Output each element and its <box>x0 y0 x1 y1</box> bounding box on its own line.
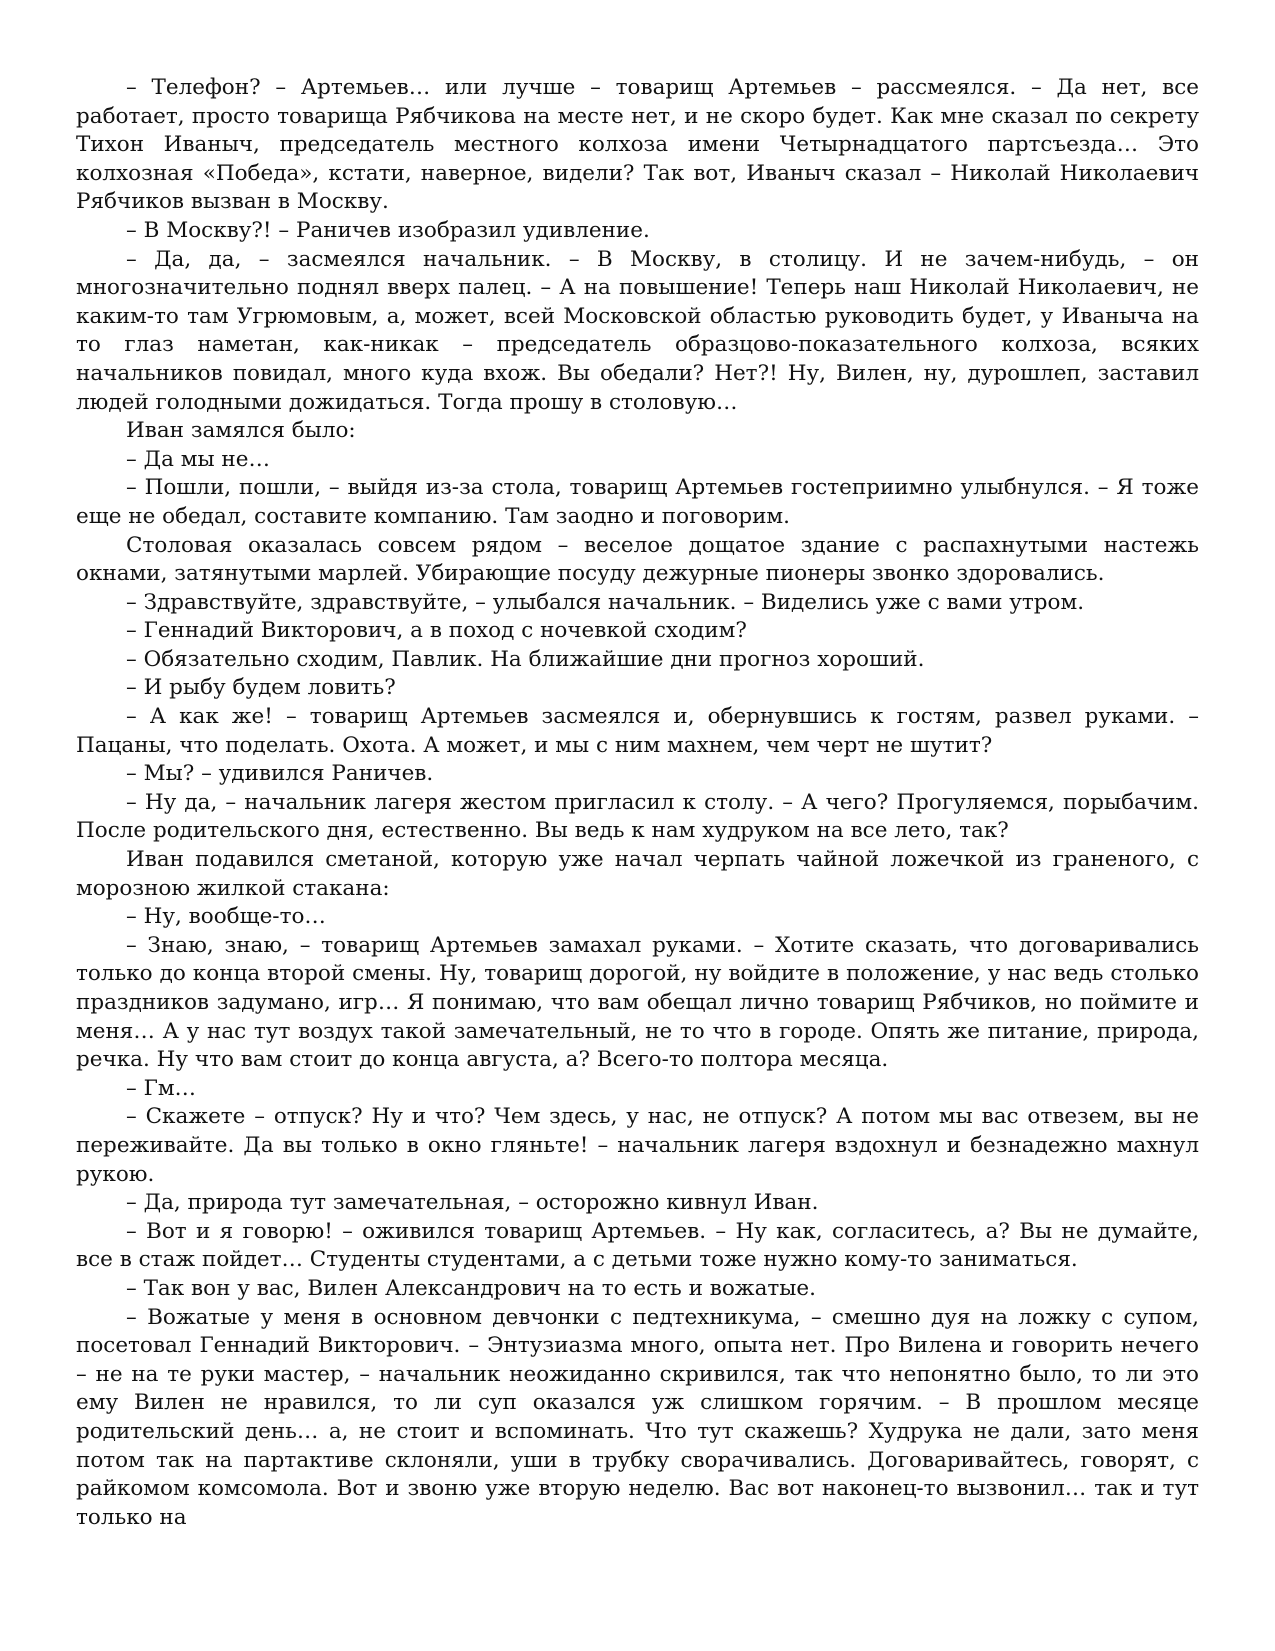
paragraph: – Да, природа тут замечательная, – осторожно кивнул Иван. <box>126 1190 819 1216</box>
paragraph: – Гм… <box>126 1075 197 1101</box>
paragraph: – Мы? – удивился Раничев. <box>126 761 434 787</box>
paragraph: – Знаю, знаю, – товарищ Артемьев замахал руками. – Хотите сказать, что договаривались только до конца второй смены. Ну, товарищ дорогой, ну войдите в положение, у нас ведь столько праздников задумано, игр… Я понимаю, что вам обещал лично товарищ Рябчиков, но поймите и меня… А у нас тут воздух такой замечательный, не то что в городе. Опять же питание, природа, речка. Ну что вам стоит до конца августа, а? Всего-то полтора месяца. <box>76 932 1199 1073</box>
paragraph: – А как же! – товарищ Артемьев засмеялся и, обернувшись к гостям, развел руками. – Пацаны, что поделать. Охота. А может, и мы с ним махнем, чем черт не шутит? <box>76 704 1199 758</box>
paragraph: – Скажете – отпуск? Ну и что? Чем здесь, у нас, не отпуск? А потом мы вас отвезем, вы не переживайте. Да вы только в окно гляньте! – начальник лагеря вздохнул и безнадежно махнул рукою. <box>76 1104 1199 1187</box>
paragraph: – Так вон у вас, Вилен Александрович на то есть и вожатые. <box>126 1275 816 1301</box>
paragraph: – Обязательно сходим, Павлик. На ближайшие дни прогноз хороший. <box>126 646 925 672</box>
paragraph: Иван подавился сметаной, которую уже начал черпать чайной ложечкой из граненого, с морозною жилкой стакана: <box>76 847 1199 901</box>
paragraph: – Вот и я говорю! – оживился товарищ Артемьев. – Ну как, согласитесь, а? Вы не думайте, все в стаж пойдет… Студенты студентами, а с детьми тоже нужно кому-то заниматься. <box>76 1218 1199 1273</box>
paragraph: Иван замялся было: <box>126 418 356 444</box>
book-page-text <box>76 74 1199 1532</box>
paragraph: – Геннадий Викторович, а в поход с ночевкой сходим? <box>126 618 747 644</box>
paragraph: – Да мы не… <box>126 446 270 472</box>
paragraph: – Здравствуйте, здравствуйте, – улыбался начальник. – Виделись уже с вами утром. <box>126 589 1085 615</box>
paragraph: – Телефон? – Артемьев… или лучше – товарищ Артемьев – рассмеялся. – Да нет, все работает, просто товарища Рябчикова на месте нет, и не скоро будет. Как мне сказал по секрету Тихон Иваныч, председатель местного колхоза имени Четырнадцатого партсъезда… Это колхозная «Победа», кстати, наверное, видели? Так вот, Иваныч сказал – Николай Николаевич Рябчиков вызван в Москву. <box>76 75 1199 215</box>
paragraph: Столовая оказалась совсем рядом – веселое дощатое здание с распахнутыми настежь окнами, затянутыми марлей. Убирающие посуду дежурные пионеры звонко здоровались. <box>76 532 1199 587</box>
paragraph: – И рыбу будем ловить? <box>126 675 396 701</box>
paragraph: – Пошли, пошли, – выйдя из-за стола, товарищ Артемьев гостеприимно улыбнулся. – Я тоже еще не обедал, составите компанию. Там заодно и поговорим. <box>76 475 1199 529</box>
paragraph: – Ну, вообще-то… <box>126 904 326 930</box>
paragraph: – Вожатые у меня в основном девчонки с педтехникума, – смешно дуя на ложку с супом, посетовал Геннадий Викторович. – Энтузиазма много, опыта нет. Про Вилена и говорить нечего – не на те руки мастер, – начальник неожиданно скривился, так что непонятно было, то ли это ему Вилен не нравился, то ли суп оказался уж слишком горячим. – В прошлом месяце родительский день… а, не стоит и вспоминать. Что тут скажешь? Худрука не дали, зато меня потом так на партактиве склоняли, уши в трубку сворачивались. Договаривайтесь, говорят, с райкомом комсомола. Вот и звоню уже вторую неделю. Вас вот наконец-то вызвонил… так и тут только на <box>76 1304 1199 1530</box>
paragraph: – В Москву?! – Раничев изобразил удивление. <box>126 217 650 243</box>
paragraph: – Ну да, – начальник лагеря жестом пригласил к столу. – А чего? Прогуляемся, порыбачим. После родительского дня, естественно. Вы ведь к нам худруком на все лето, так? <box>76 789 1199 844</box>
paragraph: – Да, да, – засмеялся начальник. – В Москву, в столицу. И не зачем-нибудь, – он многозначительно поднял вверх палец. – А на повышение! Теперь наш Николай Николаевич, не каким-то там Угрюмовым, а, может, всей Московской областью руководить будет, у Иваныча на то глаз наметан, как-никак – председатель образцово-показательного колхоза, всяких начальников повидал, много куда вхож. Вы обедали? Нет?! Ну, Вилен, ну, дурошлеп, заставил людей голодными дожидаться. Тогда прошу в столовую… <box>76 246 1199 415</box>
